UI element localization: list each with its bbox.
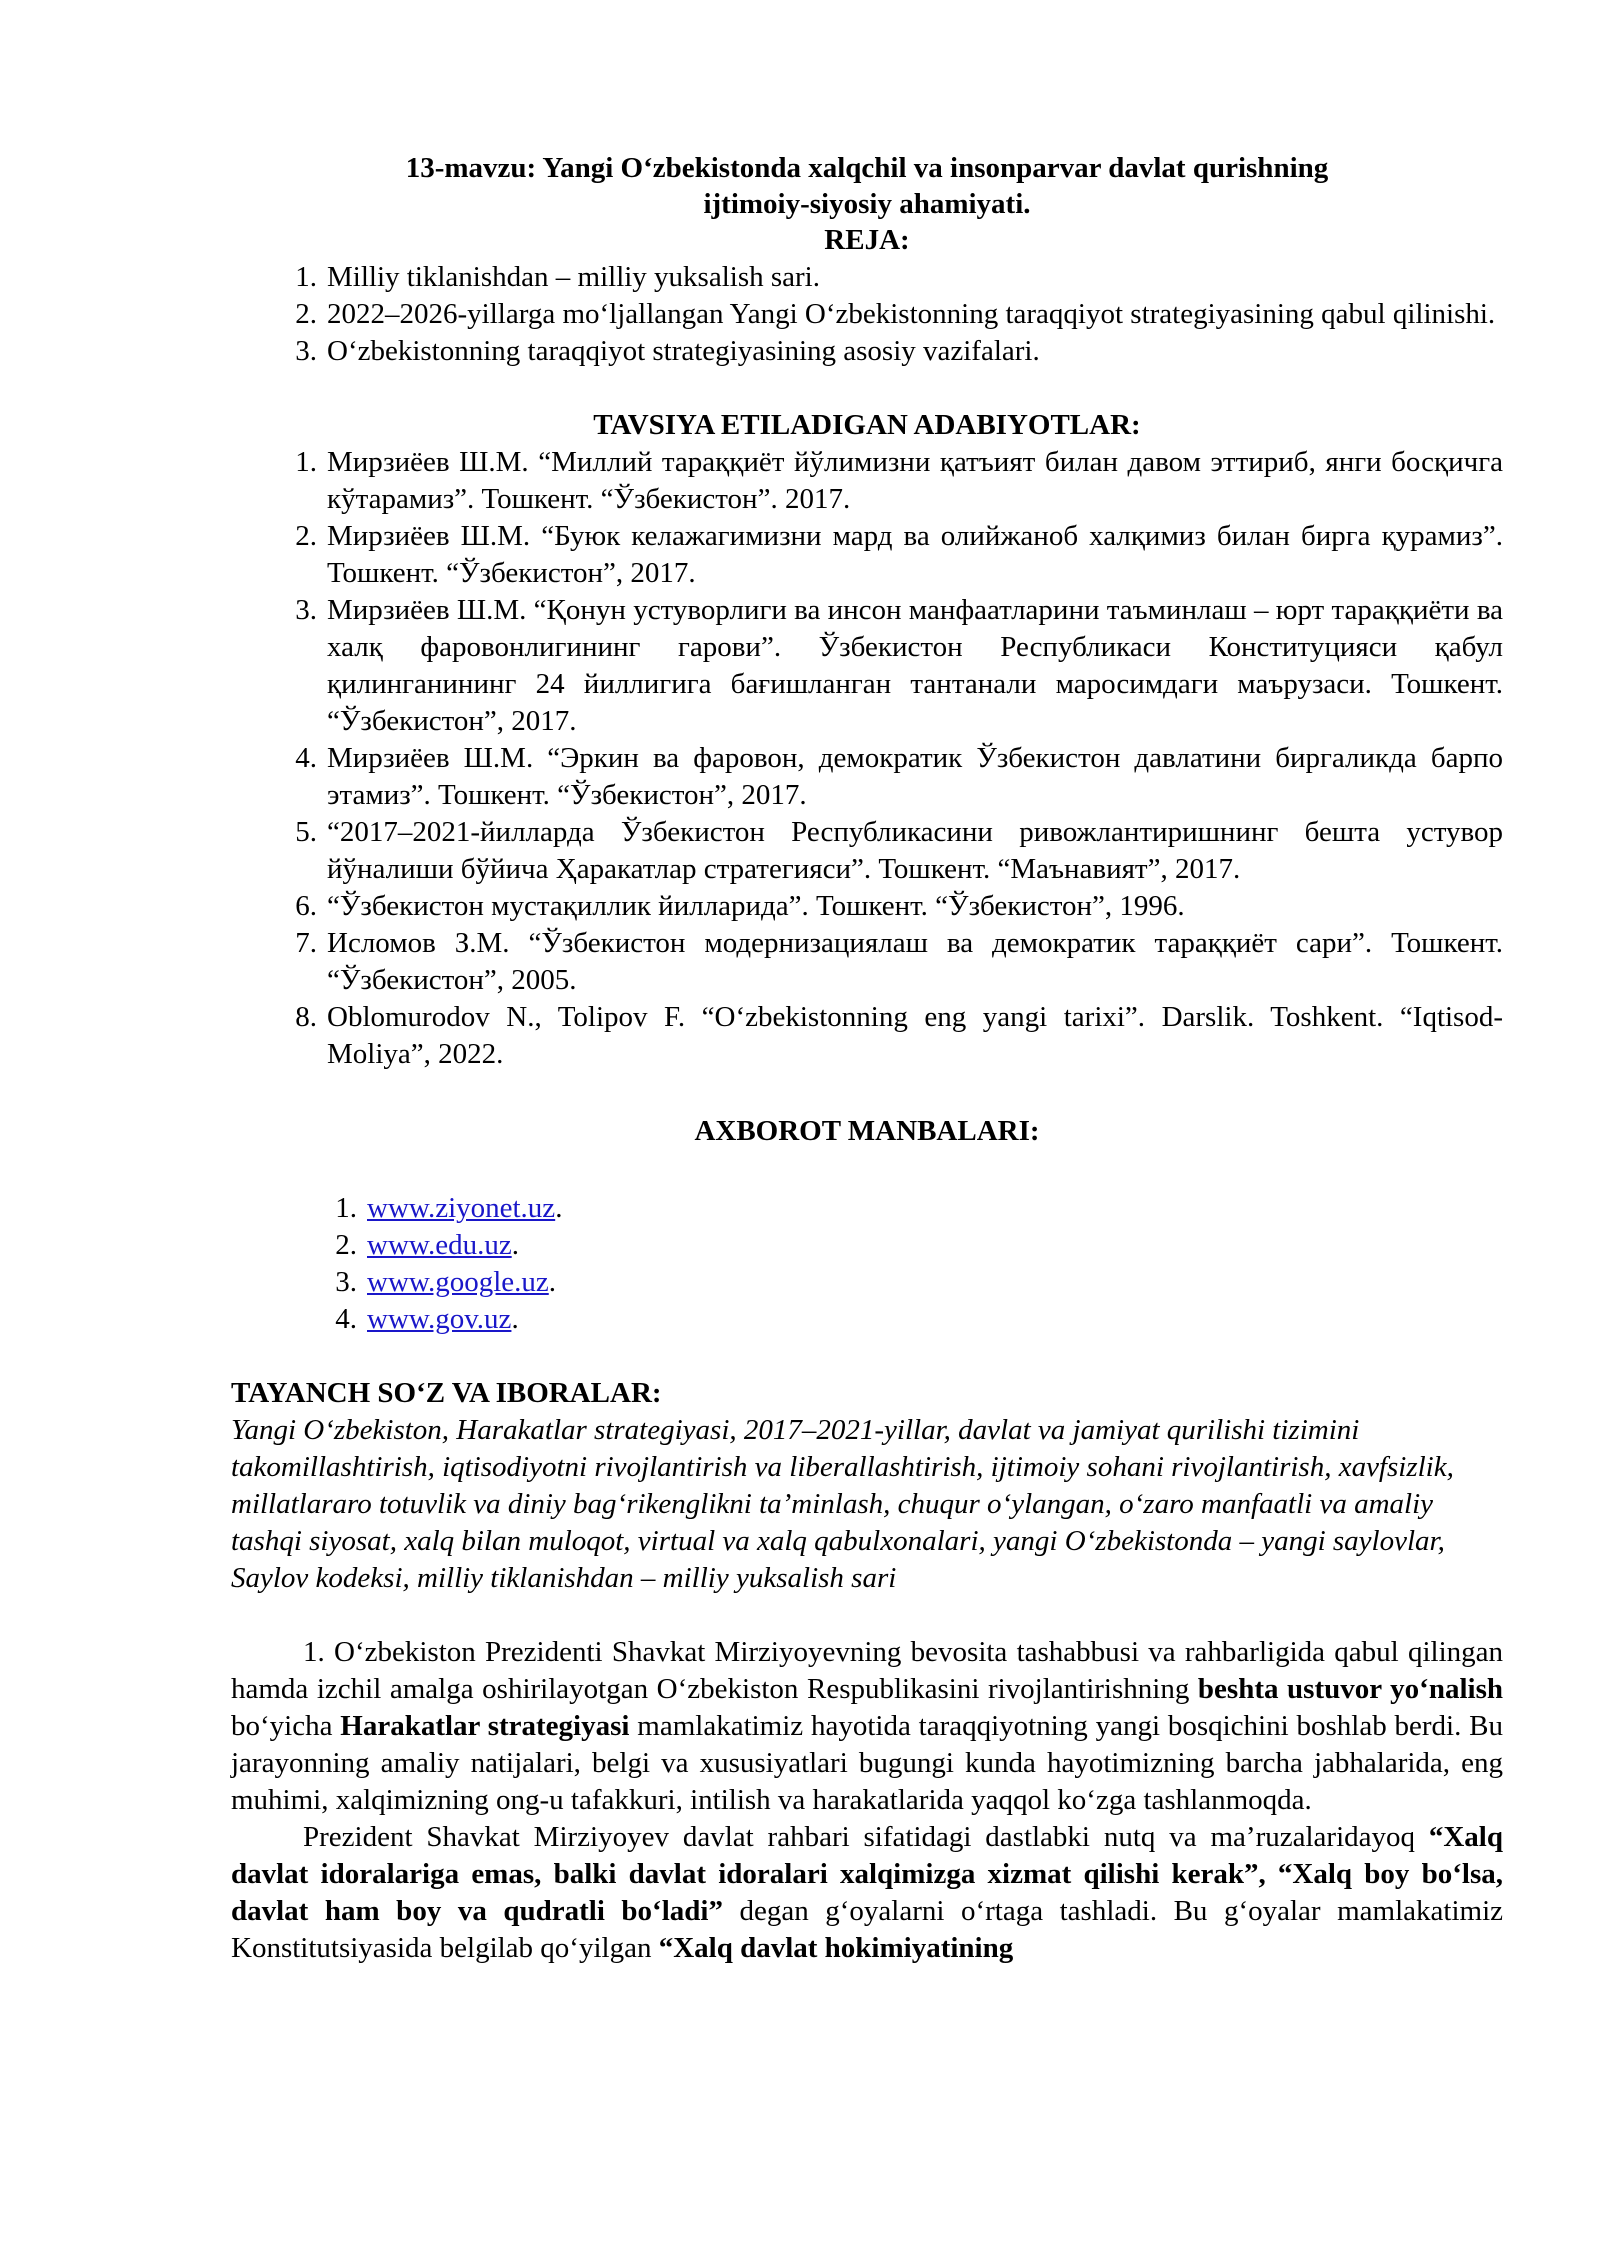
plan-list [231, 259, 1503, 370]
source-link[interactable]: www.edu.uz [367, 1229, 512, 1261]
literature-heading: TAVSIYA ETILADIGAN ADABIYOTLAR: [593, 409, 1141, 441]
paragraph-bold: beshta ustuvor yo‘nalish [1197, 1673, 1503, 1705]
source-punct: . [555, 1192, 563, 1224]
source-punct: . [548, 1266, 556, 1298]
list-number: 7. [295, 927, 317, 959]
literature-item-text: Мирзиёев Ш.М. “Эркин ва фаровон, демократик Ўзбекистон давлатини биргаликда барпо этамиз”. Тошкент. “Ўзбекистон”, 2017. [327, 742, 1503, 811]
source-item [231, 1301, 1503, 1338]
list-number: 8. [295, 1001, 317, 1033]
title-line-2: ijtimoiy-siyosiy ahamiyati. [703, 188, 1031, 220]
source-link[interactable]: www.google.uz [367, 1266, 549, 1298]
literature-item [231, 444, 1503, 518]
literature-item [231, 518, 1503, 592]
plan-item [231, 296, 1503, 333]
document-title [231, 150, 1503, 222]
literature-item-text: “2017–2021-йилларда Ўзбекистон Республикасини ривожлантиришнинг бешта устувор йўналиши бўйича Ҳаракатлар стратегияси”. Тошкент. “Маънавият”, 2017. [327, 816, 1503, 885]
list-number: 3. [335, 1266, 357, 1298]
source-punct: . [511, 1229, 519, 1261]
list-number: 4. [335, 1303, 357, 1335]
list-number: 2. [335, 1229, 357, 1261]
list-number: 3. [295, 335, 317, 367]
list-number: 1. [295, 261, 317, 293]
title-line-1: 13-mavzu: Yangi O‘zbekistonda xalqchil va insonparvar davlat qurishning [405, 152, 1329, 184]
literature-item-text: Мирзиёев Ш.М. “Миллий тараққиёт йўлимизни қатъият билан давом эттириб, янги босқичга кўтарамиз”. Тошкент. “Ўзбекистон”. 2017. [327, 446, 1503, 515]
paragraph-text: bo‘yicha [231, 1710, 341, 1742]
source-punct: . [511, 1303, 519, 1335]
paragraph-text: mamlakatimiz hayotida taraqqiyotning yangi bosqichini boshlab berdi. Bu jarayonning amaliy natijalari, belgi va xususiyatlari bugungi kunda hayotimizning barcha jabhalarida, eng muhimi, xalqimizning ong-u tafakkuri, intilish va harakatlarida yaqqol ko‘zga tashlanmoqda. [231, 1710, 1503, 1816]
literature-item-text: Oblomurodov N., Tolipov F. “O‘zbekistonning eng yangi tarixi”. Darslik. Toshkent. “Iqtisod-Moliya”, 2022. [327, 1001, 1503, 1070]
literature-item-text: Мирзиёев Ш.М. “Буюк келажагимизни мард ва олийжаноб халқимиз билан бирга қурамиз”. Тошкент. “Ўзбекистон”, 2017. [327, 520, 1503, 589]
sources-heading: AXBOROT MANBALARI: [694, 1115, 1040, 1147]
document-page [231, 150, 1503, 1967]
literature-item [231, 888, 1503, 925]
body-paragraph-2 [231, 1819, 1503, 1967]
literature-item-text: “Ўзбекистон мустақиллик йилларида”. Тошкент. “Ўзбекистон”, 1996. [327, 890, 1185, 922]
paragraph-text: Prezident Shavkat Mirziyoyev davlat rahbari sifatidagi dastlabki nutq va ma’ruzalaridayoq [303, 1821, 1429, 1853]
literature-list [231, 444, 1503, 1073]
keywords-heading: TAYANCH SO‘Z VA IBORALAR: [231, 1377, 662, 1409]
keywords-text: Yangi O‘zbekiston, Harakatlar strategiyasi, 2017–2021-yillar, davlat va jamiyat qurilishi tizimini takomillashtirish, iqtisodiyotni rivojlantirish va liberallashtirish, ijtimoiy sohani rivojlantirish, xavfsizlik, millatlararo totuvlik va diniy bag‘rikenglikni ta’minlash, chuqur o‘ylangan, o‘zaro manfaatli va amaliy tashqi siyosat, xalq bilan muloqot, virtual va xalq qabulxonalari, yangi O‘zbekistonda – yangi saylovlar, Saylov kodeksi, milliy tiklanishdan – milliy yuksalish sari [231, 1414, 1454, 1594]
plan-heading: REJA: [824, 224, 910, 256]
literature-item [231, 814, 1503, 888]
literature-item [231, 592, 1503, 740]
source-link[interactable]: www.ziyonet.uz [367, 1192, 556, 1224]
literature-item [231, 740, 1503, 814]
literature-item [231, 999, 1503, 1073]
literature-item [231, 925, 1503, 999]
list-number: 4. [295, 742, 317, 774]
source-item [231, 1190, 1503, 1227]
list-number: 2. [295, 520, 317, 552]
paragraph-bold: “Xalq davlat hokimiyatining [658, 1932, 1014, 1964]
list-number: 6. [295, 890, 317, 922]
plan-item-text: Milliy tiklanishdan – milliy yuksalish sari. [327, 261, 820, 293]
list-number: 2. [295, 298, 317, 330]
source-item [231, 1264, 1503, 1301]
list-number: 3. [295, 594, 317, 626]
plan-item-text: 2022–2026-yillarga mo‘ljallangan Yangi O‘zbekistonning taraqqiyot strategiyasining qabul qilinishi. [327, 298, 1496, 330]
paragraph-text: 1. O‘zbekiston Prezidenti Shavkat Mirziyoyevning bevosita tashabbusi va rahbarligida qabul qilingan hamda izchil amalga oshirilayotgan O‘zbekiston Respublikasini rivojlantirishning [231, 1636, 1503, 1705]
list-number: 5. [295, 816, 317, 848]
literature-item-text: Исломов З.М. “Ўзбекистон модернизациялаш ва демократик тараққиёт сари”. Тошкент. “Ўзбекистон”, 2005. [327, 927, 1503, 996]
paragraph-bold: “Xalq davlat idoralariga emas, balki davlat idoralari xalqimizga xizmat qilishi kerak”, “Xalq boy bo‘lsa, davlat ham boy va qudratli bo‘ladi” [231, 1821, 1503, 1927]
paragraph-bold: Harakatlar strategiyasi [340, 1710, 630, 1742]
plan-item-text: O‘zbekistonning taraqqiyot strategiyasining asosiy vazifalari. [327, 335, 1040, 367]
sources-list [231, 1190, 1503, 1338]
list-number: 1. [295, 446, 317, 478]
paragraph-text: degan g‘oyalarni o‘rtaga tashladi. Bu g‘oyalar mamlakatimiz Konstitutsiyasida belgilab qo‘yilgan [231, 1895, 1503, 1964]
source-item [231, 1227, 1503, 1264]
literature-item-text: Мирзиёев Ш.М. “Қонун устуворлиги ва инсон манфаатларини таъминлаш – юрт тараққиёти ва халқ фаровонлигининг гарови”. Ўзбекистон Республикаси Конституцияси қабул қилинганининг 24 йиллигига бағишланган тантанали маросимдаги маърузаси. Тошкент. “Ўзбекистон”, 2017. [327, 594, 1503, 737]
body-paragraph-1 [231, 1634, 1503, 1819]
plan-item [231, 259, 1503, 296]
plan-item [231, 333, 1503, 370]
source-link[interactable]: www.gov.uz [367, 1303, 512, 1335]
list-number: 1. [335, 1192, 357, 1224]
